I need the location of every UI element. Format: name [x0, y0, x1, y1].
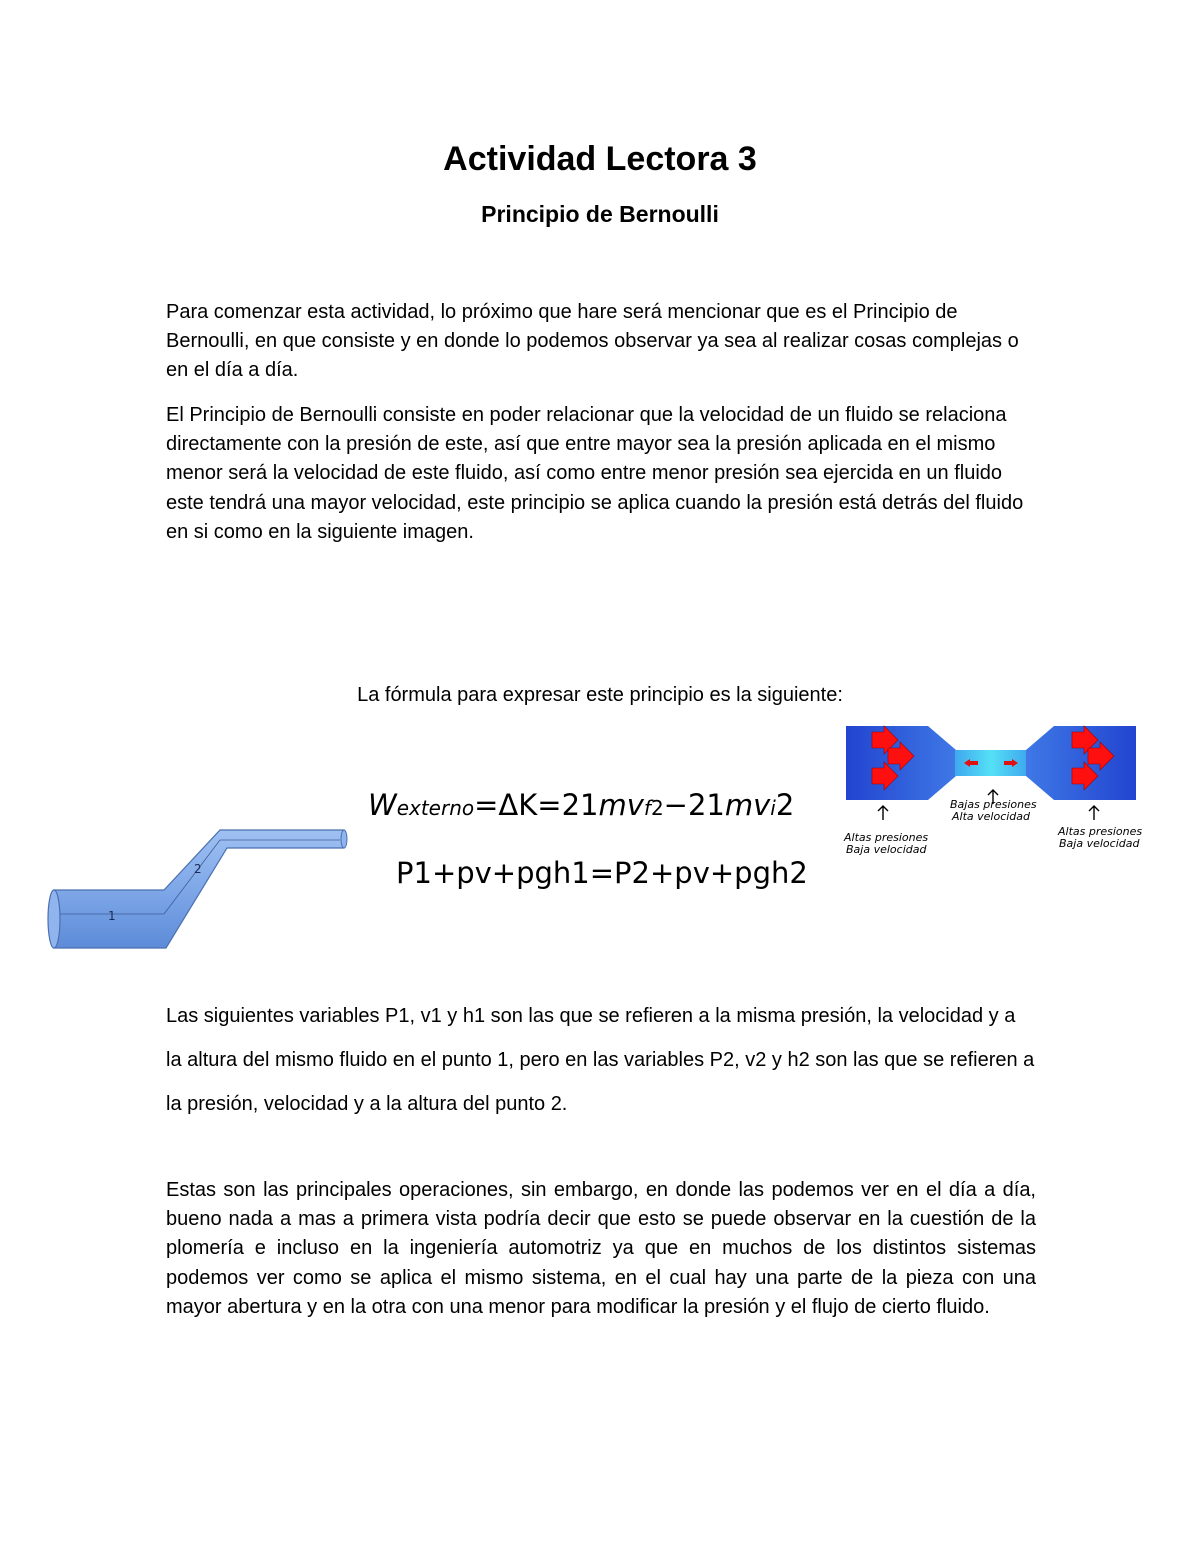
paragraph-intro: Para comenzar esta actividad, lo próximo que hare será mencionar que es el Principio de Bernoulli, en que consiste y en donde lo podemos observar ya sea al realizar cosas complejas o en el día a día.: [166, 301, 1019, 382]
venturi-figure: [836, 724, 1146, 860]
pipe-body: [54, 830, 344, 948]
paragraph-variables: Las siguientes variables P1, v1 y h1 son las que se refieren a la misma presión, la velocidad y a la altura del mismo fluido en el punto 1, pero en las variables P2, v2 y h2 son las que se refieren a la presión, velocidad y a la altura del punto 2.: [166, 1005, 1035, 1115]
venturi-right-label-2: Baja velocidad: [1059, 837, 1140, 850]
formula-bernoulli: P1+pv+pgh1=P2+pv+pgh2: [396, 856, 808, 890]
pipe-left-opening: [48, 890, 60, 948]
venturi-right-label-1: Altas presiones: [1058, 825, 1143, 838]
document-title: Actividad Lectora 3: [443, 140, 757, 178]
pipe-figure: [44, 824, 352, 952]
venturi-center-label-2: Alta velocidad: [952, 810, 1031, 823]
paragraph-definition: El Principio de Bernoulli consiste en poder relacionar que la velocidad de un fluido se relaciona directamente con la presión de este, así que entre mayor sea la presión aplicada en el mismo menor será la velocidad de este fluido, así como entre menor presión sea ejercida en un fluido este tendrá una mayor velocidad, este principio se aplica cuando la presión está detrás del fluido en si como en la siguiente imagen.: [166, 404, 1024, 543]
pipe-point-1-label: 1: [108, 909, 116, 923]
formula-work-energy: Wexterno=ΔK=21mvf2−21mvi2: [368, 788, 795, 822]
pipe-right-opening: [341, 830, 347, 848]
paragraph-applications: Estas son las principales operaciones, sin embargo, en donde las podemos ver en el día a día, bueno nada a mas a primera vista podría decir que esto se puede observar en la cuestión de la plomería e incluso en la ingeniería automotriz ya que en muchos de los distintos sistemas podemos ver como se aplica el mismo sistema, en el cual hay una parte de la pieza con una mayor abertura y en la otra con una menor para modificar la presión y el flujo de cierto fluido.: [166, 1179, 1036, 1318]
venturi-center-label-1: Bajas presiones: [950, 798, 1037, 811]
venturi-left-label-2: Baja velocidad: [846, 843, 927, 856]
formula-intro: La fórmula para expresar este principio es la siguiente:: [357, 684, 843, 706]
document-subtitle: Principio de Bernoulli: [481, 201, 719, 227]
pipe-point-2-label: 2: [194, 862, 202, 876]
venturi-left-label-1: Altas presiones: [844, 831, 929, 844]
